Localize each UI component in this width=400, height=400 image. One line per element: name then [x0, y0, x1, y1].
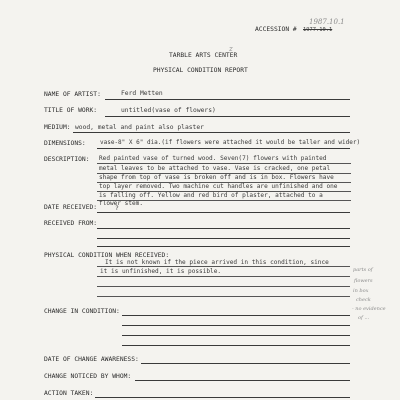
date-received-value: ?	[115, 205, 119, 212]
received-from-line-1	[97, 228, 350, 229]
date-of-change-label: DATE OF CHANGE AWARENESS:	[44, 356, 139, 363]
medium-value: wood, metal and paint also plaster	[75, 124, 204, 131]
description-line-4: top layer removed. Two machine cut handles are unfinished and one	[99, 183, 338, 190]
margin-note-3: in box	[353, 288, 369, 294]
received-from-label: RECEIVED FROM:	[44, 220, 98, 227]
received-from-line-3	[97, 246, 350, 247]
accession-label: ACCESSION #	[255, 26, 297, 33]
artist-label: NAME OF ARTIST:	[44, 91, 101, 98]
physical-condition-rule-3	[97, 286, 350, 287]
artist-value: Ferd Metten	[121, 90, 163, 97]
physical-condition-rule-2	[97, 276, 350, 277]
accession-handwritten-number: 1987.10.1	[309, 18, 345, 26]
action-taken-line	[95, 397, 350, 398]
description-line-1: Red painted vase of turned wood. Seven(7) flowers with painted	[99, 155, 327, 162]
date-received-line	[97, 212, 350, 213]
accession-typed-number: 1977.10.1	[303, 27, 333, 33]
change-noticed-label: CHANGE NOTICED BY WHOM:	[44, 373, 132, 380]
change-in-condition-line-4	[122, 345, 350, 346]
margin-note-5: - no evidence	[352, 306, 386, 312]
artist-line	[105, 99, 350, 100]
physical-condition-line-1: It is not known if the piece arrived in this condition, since	[105, 259, 329, 266]
margin-note-6: of ...	[358, 315, 370, 321]
dimensions-label: DIMENSIONS:	[44, 140, 86, 147]
description-line-6: flower stem.	[99, 200, 144, 207]
description-line-5: is falling off. Yellow and red bird of plaster, attached to a	[99, 192, 323, 199]
stray-handwritten-mark: z	[229, 45, 233, 53]
margin-note-4: check	[356, 297, 371, 303]
dimensions-value: vase-8" X 6" dia.(if flowers were attached it would be taller and wider)	[100, 139, 361, 146]
medium-line	[73, 132, 350, 133]
physical-condition-line-2: it is unfinished, it is possible.	[100, 268, 222, 275]
change-in-condition-line-3	[122, 335, 350, 336]
report-title: PHYSICAL CONDITION REPORT	[153, 67, 248, 74]
dimensions-line	[97, 148, 350, 149]
description-line-3: shape from top of vase is broken off and is in box. Flowers have	[99, 174, 334, 181]
description-line-2: metal leaves to be attached to vase. Vase is cracked, one petal	[99, 165, 331, 172]
date-of-change-line	[141, 363, 350, 364]
medium-label: MEDIUM:	[44, 124, 71, 131]
physical-condition-label: PHYSICAL CONDITION WHEN RECEIVED:	[44, 252, 170, 259]
title-label: TITLE OF WORK:	[44, 107, 98, 114]
title-value: untitled(vase of flowers)	[121, 107, 216, 114]
organization-name: TARBLE ARTS CENTER	[169, 52, 238, 59]
physical-condition-rule-4	[97, 296, 350, 297]
change-noticed-line	[135, 380, 350, 381]
change-in-condition-line-1	[122, 315, 350, 316]
date-received-label: DATE RECEIVED:	[44, 204, 98, 211]
title-line	[105, 116, 350, 117]
margin-note-1: parts of	[353, 267, 373, 273]
received-from-line-2	[97, 238, 350, 239]
description-rule-1	[97, 163, 351, 164]
change-in-condition-line-2	[122, 325, 350, 326]
physical-condition-rule-1	[97, 266, 350, 267]
change-in-condition-label: CHANGE IN CONDITION:	[44, 308, 120, 315]
action-taken-label: ACTION TAKEN:	[44, 390, 94, 397]
description-label: DESCRIPTION:	[44, 156, 90, 163]
margin-note-2: flowers	[354, 278, 373, 284]
